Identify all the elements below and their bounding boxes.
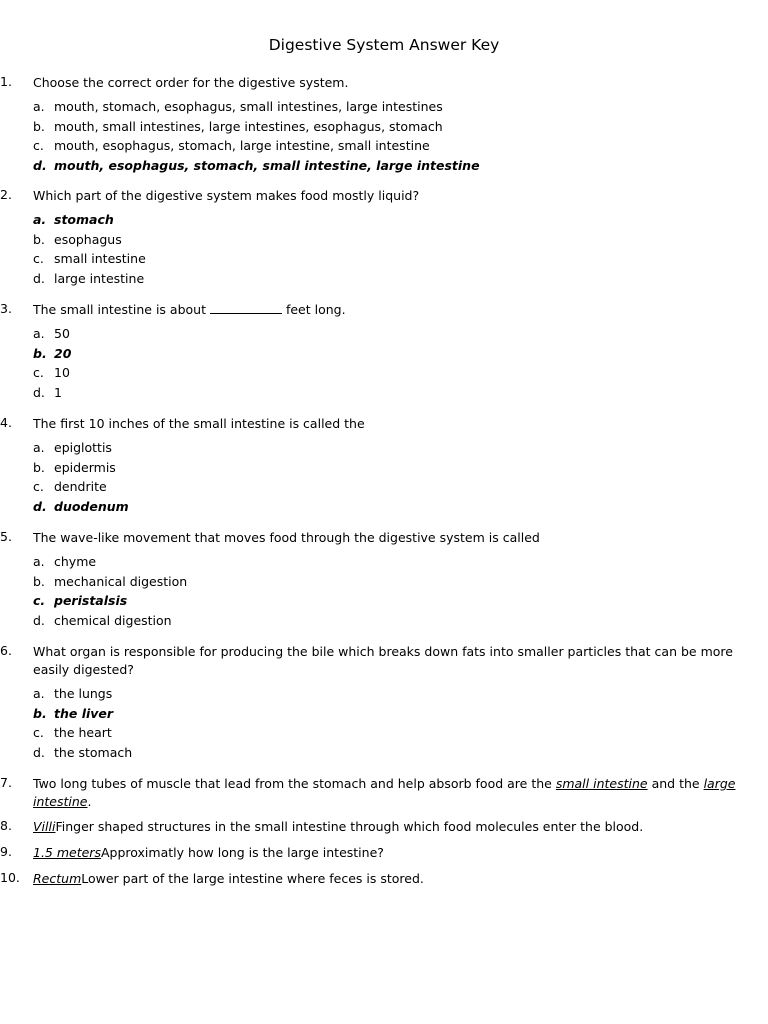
question-text: The wave-like movement that moves food through the digestive system is called (33, 530, 540, 545)
question-text: VilliFinger shaped structures in the small intestine through which food molecules enter the blood. (33, 819, 644, 834)
option-d: d. chemical digestion (33, 613, 172, 629)
blank-line (210, 303, 282, 314)
answer-large-intestine: large intestine (33, 776, 736, 809)
option-b-correct: b. 20 (33, 345, 72, 361)
option-d: d. 1 (33, 385, 62, 401)
question-text: Choose the correct order for the digestive system. (33, 75, 349, 90)
option-a: a. 50 (33, 326, 70, 341)
question-text: Two long tubes of muscle that lead from the stomach and help absorb food are the small intestine and the large intestine. (33, 776, 736, 809)
option-b-correct: b. the liver (33, 705, 114, 721)
question-9 (0, 844, 750, 862)
answer-small-intestine: small intestine (555, 776, 648, 791)
option-c: c. mouth, esophagus, stomach, large intestine, small intestine (33, 138, 430, 154)
option-a: a. the lungs (33, 686, 113, 701)
question-number: 4. (0, 415, 12, 430)
question-number: 6. (0, 643, 12, 658)
option-a: a. chyme (33, 554, 97, 569)
question-8 (0, 818, 750, 836)
option-d: d. the stomach (33, 745, 133, 761)
page-title: Digestive System Answer Key (268, 36, 500, 54)
question-number: 2. (0, 187, 12, 202)
option-d: d. large intestine (33, 271, 145, 287)
option-c-correct: c. peristalsis (33, 593, 128, 609)
option-a-correct: a. stomach (33, 212, 114, 227)
question-4 (0, 415, 750, 517)
question-text: The first 10 inches of the small intestine is called the (33, 416, 365, 431)
option-a: a. mouth, stomach, esophagus, small intestines, large intestines (33, 99, 443, 114)
option-b: b. mechanical digestion (33, 573, 188, 589)
question-3 (0, 301, 750, 403)
question-5 (0, 529, 750, 631)
answer-rectum: Rectum (33, 871, 82, 886)
question-text: What organ is responsible for producing the bile which breaks down fats into smaller particles that can be more easily digested? (33, 644, 733, 677)
question-7 (0, 775, 750, 811)
question-10 (0, 870, 750, 888)
question-2 (0, 187, 750, 289)
option-c: c. small intestine (33, 251, 146, 267)
option-a: a. epiglottis (33, 440, 112, 455)
option-b: b. epidermis (33, 459, 116, 475)
option-d-correct: d. duodenum (33, 499, 129, 515)
option-c: c. the heart (33, 725, 112, 741)
question-1 (0, 74, 750, 176)
question-number: 3. (0, 301, 12, 316)
question-6 (0, 643, 750, 763)
question-number: 9. (0, 844, 12, 859)
question-number: 7. (0, 775, 12, 790)
answer-villi: Villi (33, 819, 56, 834)
question-number: 1. (0, 74, 12, 89)
question-text: Which part of the digestive system makes food mostly liquid? (33, 188, 420, 203)
question-text: The small intestine is about feet long. (33, 302, 346, 317)
question-text: 1.5 metersApproximatly how long is the large intestine? (33, 845, 384, 860)
question-number: 8. (0, 818, 12, 833)
answer-length: 1.5 meters (33, 845, 101, 860)
question-text: RectumLower part of the large intestine where feces is stored. (33, 871, 424, 886)
option-b: b. mouth, small intestines, large intestines, esophagus, stomach (33, 118, 443, 134)
option-c: c. dendrite (33, 479, 107, 495)
option-b: b. esophagus (33, 231, 122, 247)
option-d-correct: d. mouth, esophagus, stomach, small intestine, large intestine (33, 158, 480, 174)
question-number: 10. (0, 870, 20, 885)
question-number: 5. (0, 529, 12, 544)
option-c: c. 10 (33, 365, 70, 381)
